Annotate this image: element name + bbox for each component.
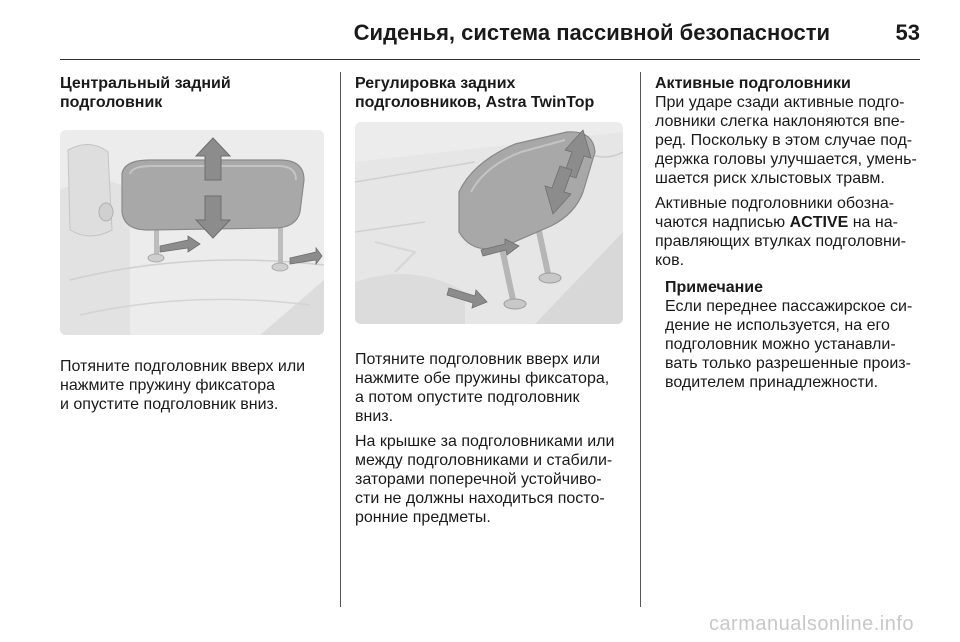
column-divider-2 [640,72,641,607]
active-label-text-line [655,213,927,232]
twintop-warning-line: ронние предметы. [355,509,491,526]
twintop-text-line: Потяните подголовник вверх или [355,351,601,368]
twintop-warning-line: заторами поперечной устойчиво- [355,471,602,488]
column-center-headrest [60,74,330,414]
note-text-line: подголовник можно устанавли- [665,336,896,353]
page-number: 53 [895,20,920,45]
twintop-text-line: нажмите обе пружины фиксатора, [355,370,610,387]
column-active-headrests [655,74,927,392]
center-headrest-text-line: Потяните подголовник вверх или [60,358,306,375]
active-headrests-text-line: ловники слегка наклоняются впе- [655,113,905,130]
header-title: Сиденья, система пассивной безопасности [353,20,830,45]
note-heading: Примечание [665,279,764,296]
watermark: carmanualsonline.info [708,613,914,635]
note-text-line: дение не используется, на его [665,317,890,334]
twintop-warning-line: На крышке за подголовниками или [355,433,615,450]
column-divider-1 [340,72,341,607]
header-rule [60,59,920,60]
note-block [665,278,927,392]
active-label-text-line: правляющих втулках подголовни- [655,233,907,250]
center-headrest-illustration [60,130,324,335]
active-headrests-text-line: шается риск хлыстовых травм. [655,170,885,187]
center-headrest-text-line: нажмите пружину фиксатора [60,377,276,394]
active-headrests-text-line: При ударе сзади активные подго- [655,94,905,111]
section-heading-center-headrest: Центральный задний подголовник [60,75,231,111]
center-headrest-text-line: и опустите подголовник вниз. [60,396,279,413]
twintop-warning-line: сти не должны находиться посто- [355,490,605,507]
page-header [60,14,920,50]
active-label-text-line: Активные подголовники обозна- [655,195,895,212]
active-label-text-post: на на- [848,214,898,231]
twintop-warning-line: между подголовниками и стабили- [355,452,613,469]
note-text-line: Если переднее пассажирское си- [665,298,913,315]
column-twintop-headrests [355,74,625,527]
section-heading-twintop: Регулировка задних [355,75,516,92]
active-marking: ACTIVE [789,214,849,231]
twintop-headrest-illustration [355,122,623,324]
note-text-line: вать только разрешенные произ- [665,355,911,372]
section-heading-active-headrests: Активные подголовники [655,75,851,92]
active-headrests-text-line: держка головы улучшается, умень- [655,151,917,168]
twintop-text-line: а потом опустите подголовник [355,389,580,406]
active-label-text-line: ков. [655,252,685,269]
active-label-text-pre: чаются надписью [655,214,790,231]
active-headrests-text-line: ред. Поскольку в этом случае под- [655,132,913,149]
note-text-line: водителем принадлежности. [665,374,879,391]
twintop-text-line: вниз. [355,408,394,425]
section-heading-twintop: подголовников, Astra TwinTop [355,94,595,111]
